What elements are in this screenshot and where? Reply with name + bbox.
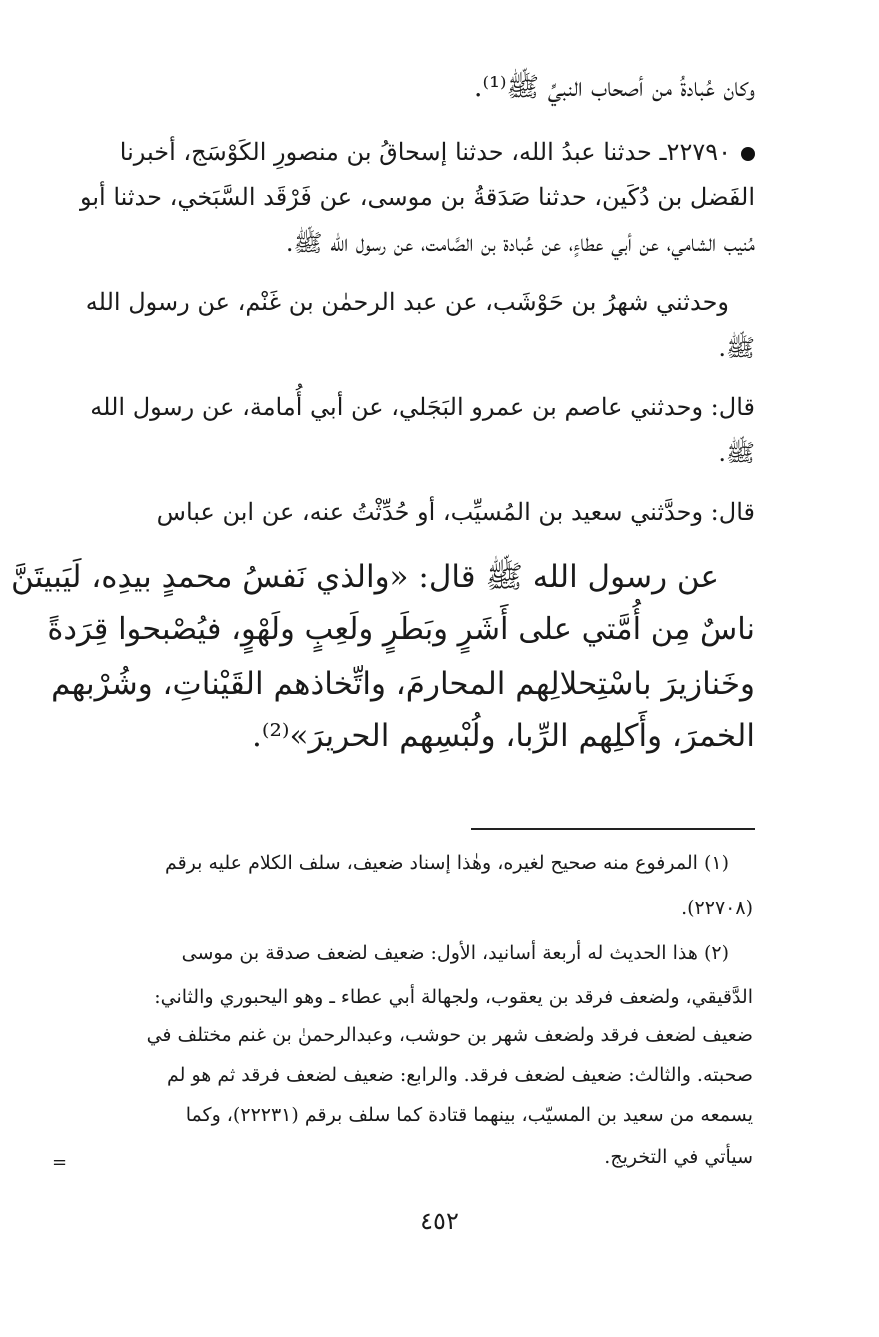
text-line: قال: وحدثني عاصم بن عمرو البَجَلي، عن أبي أُمامة، عن رسول الله [90, 393, 755, 421]
text-line: عن رسول الله ﷺ قال: «والذي نَفسُ محمدٍ بيدِه، لَيَبيتَنَّ [10, 559, 719, 595]
text-line: وكان عُبادةُ من أصحاب النبيِّ ﷺ⁽¹⁾. [473, 72, 755, 103]
text-line: الخمرَ، وأَكلِهم الرِّبا، ولُبْسِهم الحريرَ»⁽²⁾. [251, 718, 755, 754]
footnote-line: (٢) هذا الحديث له أربعة أسانيد، الأول: ضعيف لضعف صدقة بن موسى [181, 942, 729, 964]
footnote-line: الدَّقيقي، ولضعف فرقد بن يعقوب، ولجهالة أبي عطاء ـ وهو اليحبوري والثاني: [154, 986, 753, 1008]
text-line: وحدثني شهرُ بن حَوْشَب، عن عبد الرحمٰن بن غَنْم، عن رسول الله [85, 288, 729, 316]
footnote-line: سيأتي في التخريج. [604, 1146, 753, 1168]
footnote-line: (٢٢٧٠٨). [681, 897, 753, 919]
footnote-line: (١) المرفوع منه صحيح لغيره، وهٰذا إسناد ضعيف، سلف الكلام عليه برقم [164, 852, 729, 874]
page-number: ٤٥٢ [420, 1207, 459, 1235]
hadith-number-line [120, 138, 755, 166]
text-line: الفَضل بن دُكَين، حدثنا صَدَقةُ بن موسى، عن فَرْقَد السَّبَخي، حدثنا أبو [79, 183, 755, 211]
footnote-line: ضعيف لضعف فرقد ولضعف شهر بن حوشب، وعبدالرحمنٰ بن غنم مختلف في [146, 1024, 753, 1046]
text-line: ﷺ. [718, 439, 755, 467]
text-line: قال: وحدَّثني سعيد بن المُسيِّب، أو حُدِّثْتُ عنه، عن ابن عباس [156, 498, 755, 526]
text-line: ناسٌ مِن أُمَّتي على أَشَرٍ وبَطَرٍ ولَعِبٍ ولَهْوٍ، فيُصْبحوا قِرَدةً [47, 612, 755, 647]
text-line: ﷺ. [718, 334, 755, 362]
footnote-line: صحبته. والثالث: ضعيف لضعف فرقد. والرابع: ضعيف لضعف فرقد ثم هو لم [166, 1064, 753, 1086]
footnote-line: يسمعه من سعيد بن المسيّب، بينهما قتادة كما سلف برقم (٢٢٢٣١)، وكما [185, 1104, 753, 1126]
text-line: مُنيب الشامي، عن أبي عطاءٍ، عن عُبادة بن الصَّامت، عن رسول الله ﷺ. [285, 229, 755, 257]
bullet-icon [741, 147, 755, 161]
footnote-separator [471, 828, 755, 830]
text-line: وخَنازيرَ باسْتِحلالِهم المحارمَ، واتِّخاذهم القَيْناتِ، وشُرْبهم [51, 666, 755, 702]
continuation-mark: = [52, 1152, 68, 1173]
text-line: ٢٢٧٩٠ـ حدثنا عبدُ الله، حدثنا إسحاقُ بن منصورِ الكَوْسَج، أخبرنا [119, 138, 731, 166]
